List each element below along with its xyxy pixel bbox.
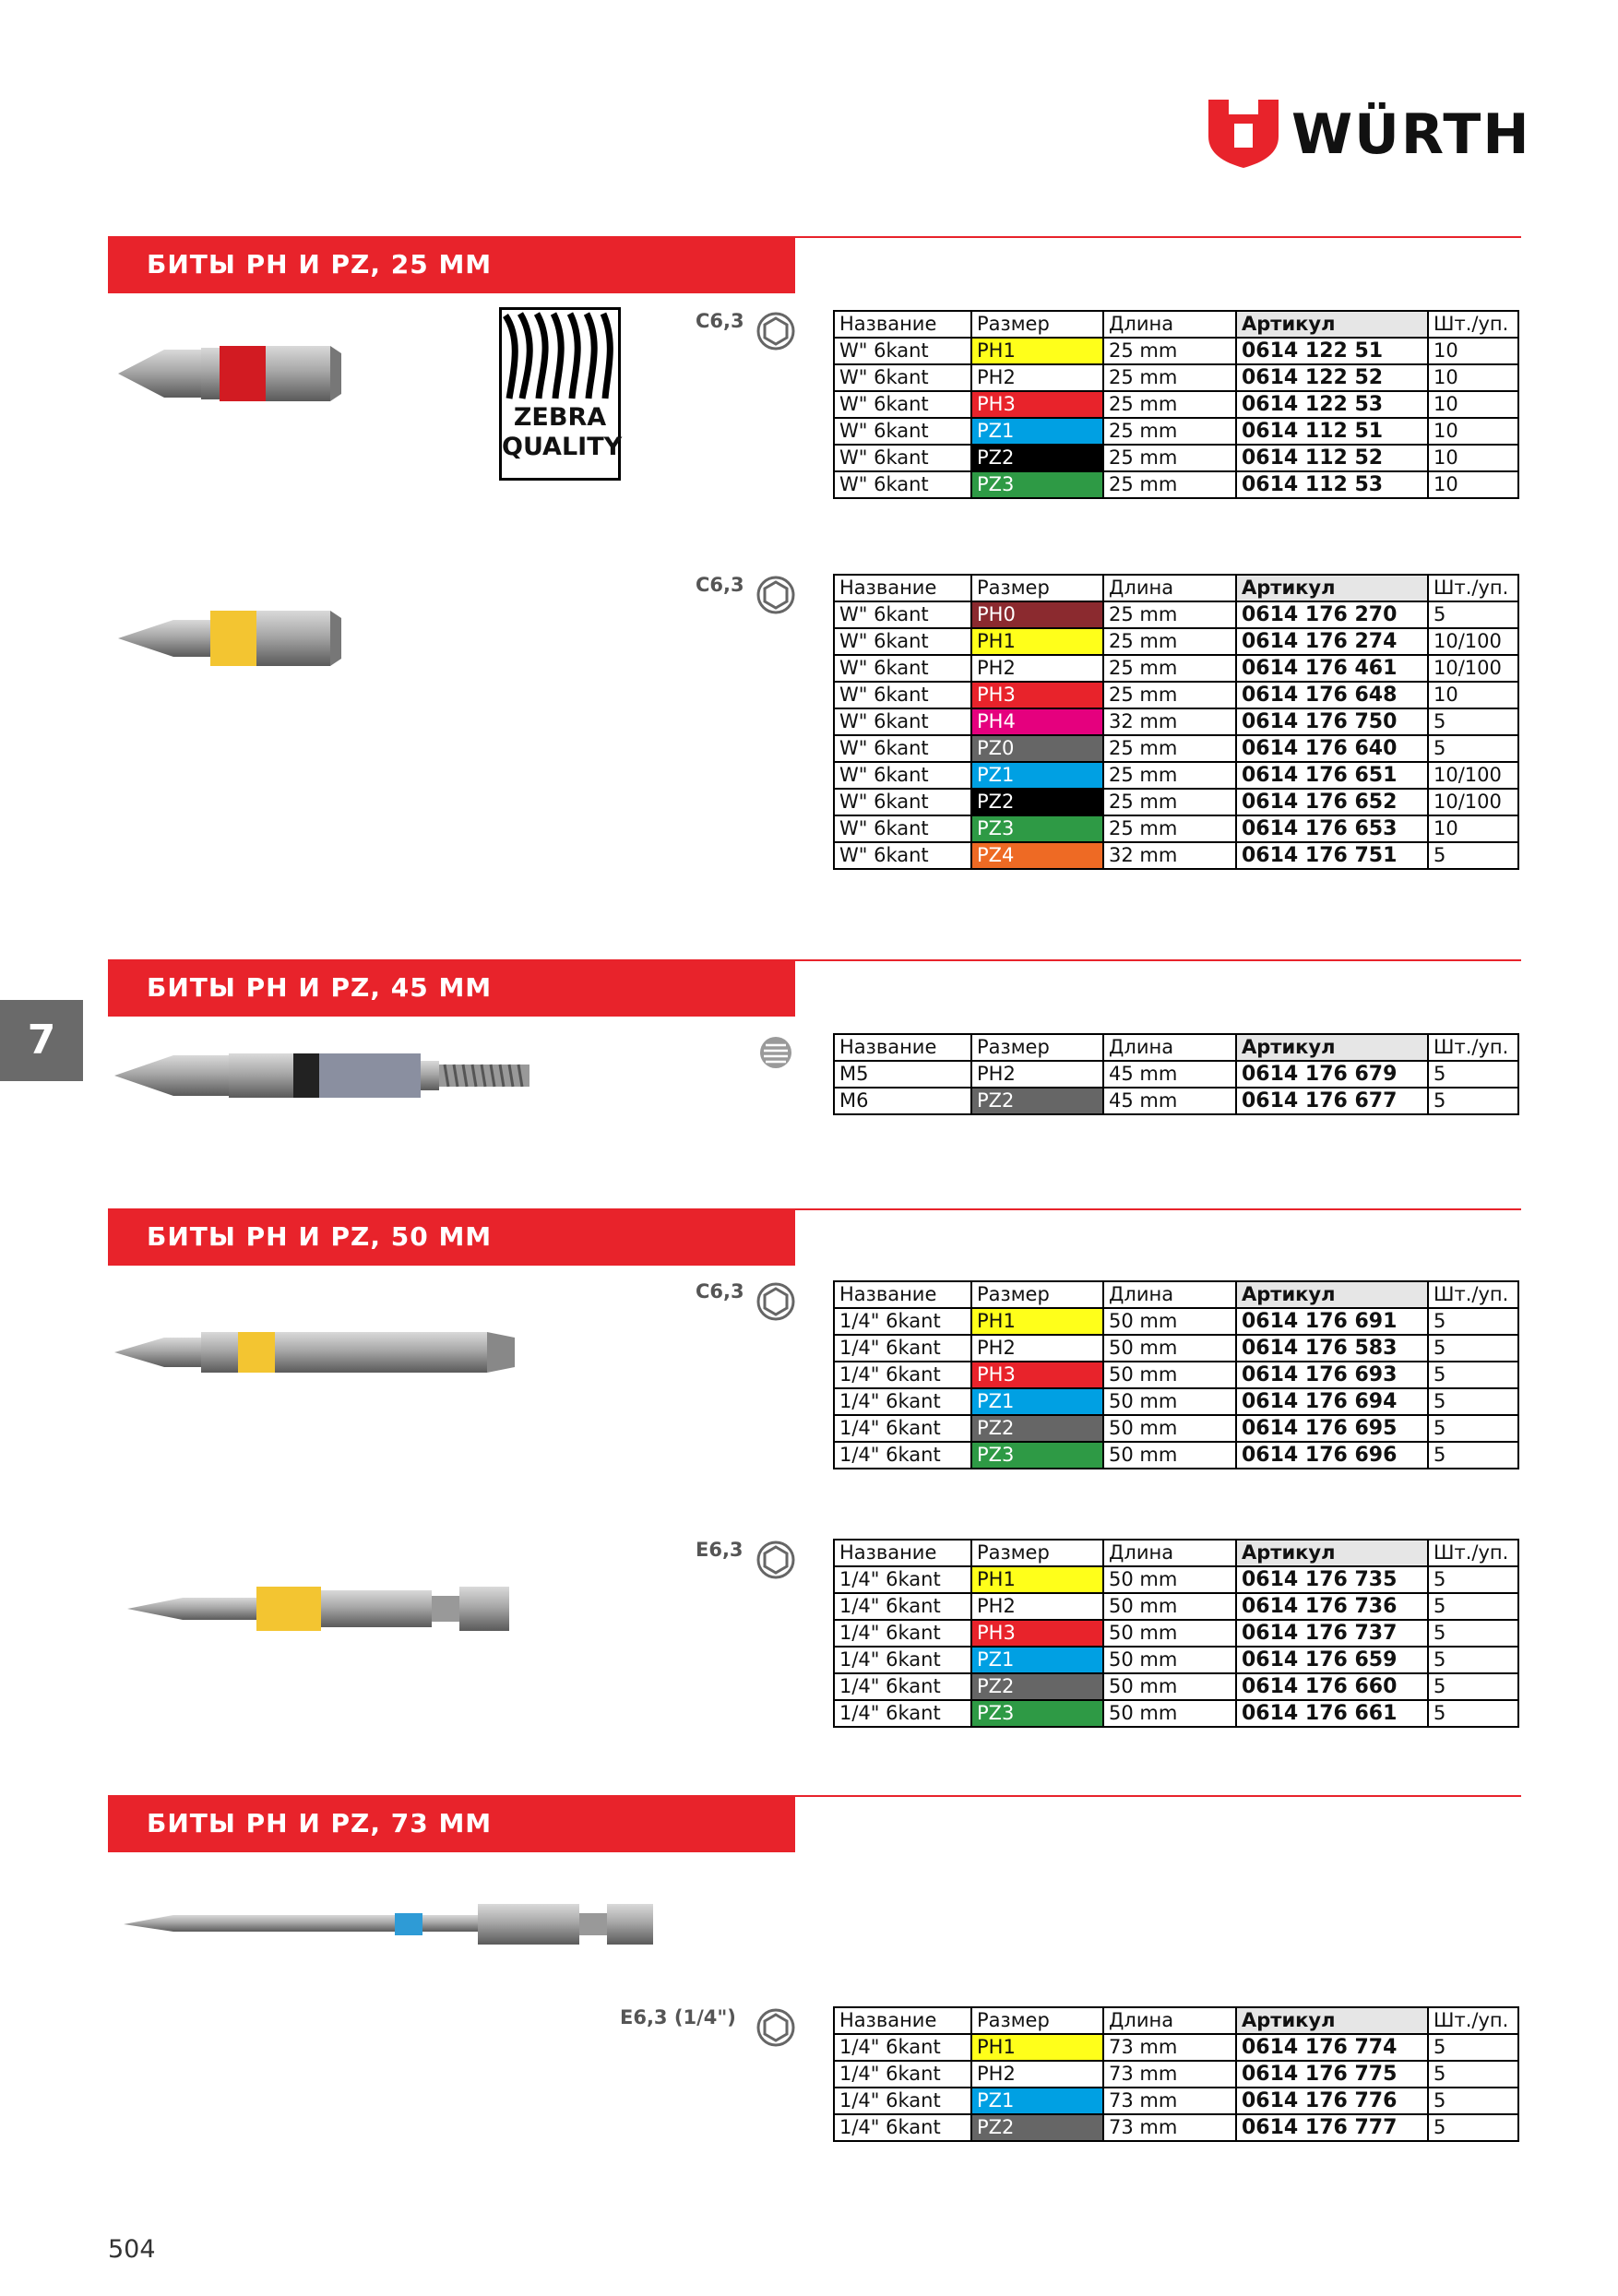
table-row (834, 418, 1518, 445)
column-header-article: Артикул (1236, 1281, 1428, 1308)
cell-article: 0614 122 52 (1236, 364, 1428, 391)
cell-size: PH2 (971, 1335, 1103, 1362)
column-header-name: Название (834, 1540, 971, 1566)
shank-label: E6,3 (1/4") (620, 2006, 736, 2028)
cell-article: 0614 176 735 (1236, 1566, 1428, 1593)
shank-label: C6,3 (696, 1280, 744, 1303)
table-row (834, 708, 1518, 735)
column-header-length: Длина (1103, 575, 1236, 601)
cell-size: PH3 (971, 391, 1103, 418)
cell-length: 50 mm (1103, 1566, 1236, 1593)
shank-label: C6,3 (696, 574, 744, 596)
cell-article: 0614 176 583 (1236, 1335, 1428, 1362)
product-table (833, 1033, 1519, 1115)
cell-size: PH0 (971, 601, 1103, 628)
cell-size: PH2 (971, 1061, 1103, 1088)
table-header-row (834, 1540, 1518, 1566)
table-header-row (834, 1034, 1518, 1061)
column-header-name: Название (834, 1034, 971, 1061)
cell-size: PZ2 (971, 2114, 1103, 2141)
cell-article: 0614 122 51 (1236, 338, 1428, 364)
cell-article: 0614 176 679 (1236, 1061, 1428, 1088)
cell-name: 1/4" 6kant (834, 1388, 971, 1415)
cell-name: 1/4" 6kant (834, 1620, 971, 1647)
cell-length: 73 mm (1103, 2034, 1236, 2061)
table-row (834, 1415, 1518, 1442)
cell-pack: 10 (1428, 682, 1518, 708)
cell-pack: 10 (1428, 364, 1518, 391)
table-header-row (834, 1281, 1518, 1308)
section-rule (795, 236, 1521, 238)
cell-article: 0614 176 775 (1236, 2061, 1428, 2088)
column-header-size: Размер (971, 575, 1103, 601)
cell-name: W" 6kant (834, 418, 971, 445)
cell-length: 25 mm (1103, 655, 1236, 682)
cell-name: 1/4" 6kant (834, 1700, 971, 1727)
cell-length: 25 mm (1103, 815, 1236, 842)
brand-logo (1208, 100, 1531, 170)
product-table (833, 1280, 1519, 1469)
cell-name: W" 6kant (834, 391, 971, 418)
cell-size: PZ3 (971, 1700, 1103, 1727)
cell-length: 25 mm (1103, 628, 1236, 655)
cell-name: W" 6kant (834, 601, 971, 628)
cell-article: 0614 176 648 (1236, 682, 1428, 708)
table-row (834, 364, 1518, 391)
table-row (834, 1088, 1518, 1114)
table-row (834, 2034, 1518, 2061)
section-title: БИТЫ PH И PZ, 73 MM (108, 1795, 795, 1852)
cell-article: 0614 176 274 (1236, 628, 1428, 655)
table-header-row (834, 311, 1518, 338)
cell-size: PZ1 (971, 762, 1103, 789)
chapter-tab[interactable]: 7 (0, 1000, 83, 1081)
table-row (834, 445, 1518, 471)
cell-length: 25 mm (1103, 338, 1236, 364)
product-table (833, 310, 1519, 499)
thread-icon (758, 1035, 793, 1070)
cell-name: M5 (834, 1061, 971, 1088)
cell-name: 1/4" 6kant (834, 2088, 971, 2114)
cell-length: 73 mm (1103, 2114, 1236, 2141)
section-header (108, 959, 1521, 1017)
column-header-article: Артикул (1236, 575, 1428, 601)
bit-image-50mm-c63 (109, 1301, 524, 1402)
bit-image-50mm-e63 (109, 1559, 542, 1660)
cell-length: 25 mm (1103, 471, 1236, 498)
cell-article: 0614 176 660 (1236, 1673, 1428, 1700)
cell-pack: 5 (1428, 1362, 1518, 1388)
cell-name: 1/4" 6kant (834, 1415, 971, 1442)
table-row (834, 1388, 1518, 1415)
cell-size: PZ1 (971, 1647, 1103, 1673)
cell-length: 25 mm (1103, 391, 1236, 418)
hexagon-icon (756, 312, 795, 351)
cell-pack: 5 (1428, 2114, 1518, 2141)
cell-length: 50 mm (1103, 1335, 1236, 1362)
column-header-pack: Шт./уп. (1428, 2007, 1518, 2034)
cell-size: PH1 (971, 1566, 1103, 1593)
column-header-name: Название (834, 2007, 971, 2034)
table-row (834, 2114, 1518, 2141)
section-title: БИТЫ PH И PZ, 45 MM (108, 959, 795, 1017)
cell-size: PZ3 (971, 1442, 1103, 1469)
cell-article: 0614 176 652 (1236, 789, 1428, 815)
cell-length: 25 mm (1103, 735, 1236, 762)
cell-article: 0614 112 51 (1236, 418, 1428, 445)
section-rule (795, 959, 1521, 961)
cell-size: PH3 (971, 1362, 1103, 1388)
cell-pack: 5 (1428, 1415, 1518, 1442)
cell-size: PH1 (971, 1308, 1103, 1335)
cell-size: PH3 (971, 682, 1103, 708)
cell-size: PZ3 (971, 815, 1103, 842)
cell-name: W" 6kant (834, 364, 971, 391)
table-row (834, 682, 1518, 708)
cell-size: PZ2 (971, 1088, 1103, 1114)
cell-name: W" 6kant (834, 815, 971, 842)
cell-article: 0614 176 750 (1236, 708, 1428, 735)
section-rule (795, 1208, 1521, 1210)
table-row (834, 601, 1518, 628)
table-row (834, 2061, 1518, 2088)
column-header-pack: Шт./уп. (1428, 1540, 1518, 1566)
table-row (834, 1335, 1518, 1362)
page-number: 504 (108, 2235, 156, 2264)
shank-label: E6,3 (696, 1539, 744, 1561)
section-header (108, 236, 1521, 293)
cell-pack: 10/100 (1428, 789, 1518, 815)
product-table (833, 574, 1519, 870)
column-header-article: Артикул (1236, 1034, 1428, 1061)
cell-pack: 5 (1428, 1442, 1518, 1469)
cell-pack: 5 (1428, 1647, 1518, 1673)
cell-size: PZ0 (971, 735, 1103, 762)
section-header (108, 1208, 1521, 1266)
cell-length: 32 mm (1103, 842, 1236, 869)
cell-length: 25 mm (1103, 601, 1236, 628)
cell-name: W" 6kant (834, 471, 971, 498)
cell-article: 0614 176 737 (1236, 1620, 1428, 1647)
cell-name: 1/4" 6kant (834, 1593, 971, 1620)
column-header-name: Название (834, 311, 971, 338)
cell-size: PH3 (971, 1620, 1103, 1647)
column-header-article: Артикул (1236, 311, 1428, 338)
cell-name: 1/4" 6kant (834, 1362, 971, 1388)
table-row (834, 1593, 1518, 1620)
cell-pack: 5 (1428, 1593, 1518, 1620)
table-row (834, 628, 1518, 655)
table-row (834, 842, 1518, 869)
bit-image-45mm-threaded (109, 1022, 552, 1133)
cell-article: 0614 176 640 (1236, 735, 1428, 762)
cell-length: 50 mm (1103, 1593, 1236, 1620)
cell-pack: 10 (1428, 471, 1518, 498)
table-row (834, 471, 1518, 498)
cell-pack: 5 (1428, 601, 1518, 628)
hexagon-icon (756, 1541, 795, 1579)
cell-pack: 5 (1428, 1335, 1518, 1362)
cell-pack: 5 (1428, 1620, 1518, 1647)
brand-name: WÜRTH (1291, 102, 1531, 167)
table-row (834, 2088, 1518, 2114)
cell-name: W" 6kant (834, 628, 971, 655)
cell-article: 0614 176 696 (1236, 1442, 1428, 1469)
cell-length: 25 mm (1103, 364, 1236, 391)
cell-size: PZ2 (971, 445, 1103, 471)
bit-image-73mm (109, 1873, 699, 1974)
cell-name: 1/4" 6kant (834, 1647, 971, 1673)
cell-pack: 10 (1428, 338, 1518, 364)
table-row (834, 1647, 1518, 1673)
section-title: БИТЫ PH И PZ, 25 MM (108, 236, 795, 293)
column-header-article: Артикул (1236, 2007, 1428, 2034)
section-title: БИТЫ PH И PZ, 50 MM (108, 1208, 795, 1266)
cell-size: PH2 (971, 655, 1103, 682)
cell-length: 50 mm (1103, 1442, 1236, 1469)
table-row (834, 762, 1518, 789)
cell-article: 0614 176 751 (1236, 842, 1428, 869)
cell-article: 0614 176 661 (1236, 1700, 1428, 1727)
table-row (834, 789, 1518, 815)
cell-size: PH2 (971, 1593, 1103, 1620)
cell-name: M6 (834, 1088, 971, 1114)
product-table (833, 1539, 1519, 1728)
cell-pack: 5 (1428, 708, 1518, 735)
section-header (108, 1795, 1521, 1852)
cell-pack: 5 (1428, 842, 1518, 869)
cell-length: 50 mm (1103, 1620, 1236, 1647)
column-header-size: Размер (971, 1034, 1103, 1061)
column-header-length: Длина (1103, 311, 1236, 338)
cell-size: PZ3 (971, 471, 1103, 498)
cell-article: 0614 176 653 (1236, 815, 1428, 842)
column-header-length: Длина (1103, 2007, 1236, 2034)
cell-size: PH1 (971, 2034, 1103, 2061)
cell-pack: 5 (1428, 1088, 1518, 1114)
zebra-stripes-icon (502, 310, 618, 402)
column-header-article: Артикул (1236, 1540, 1428, 1566)
cell-name: W" 6kant (834, 842, 971, 869)
cell-length: 25 mm (1103, 445, 1236, 471)
cell-name: 1/4" 6kant (834, 1673, 971, 1700)
table-row (834, 338, 1518, 364)
cell-pack: 10 (1428, 815, 1518, 842)
cell-name: W" 6kant (834, 789, 971, 815)
shank-label: C6,3 (696, 310, 744, 332)
cell-length: 50 mm (1103, 1362, 1236, 1388)
cell-article: 0614 176 695 (1236, 1415, 1428, 1442)
cell-article: 0614 176 774 (1236, 2034, 1428, 2061)
cell-length: 50 mm (1103, 1647, 1236, 1673)
cell-pack: 5 (1428, 1061, 1518, 1088)
column-header-length: Длина (1103, 1034, 1236, 1061)
table-row (834, 1442, 1518, 1469)
cell-name: W" 6kant (834, 762, 971, 789)
cell-article: 0614 176 461 (1236, 655, 1428, 682)
column-header-size: Размер (971, 1540, 1103, 1566)
cell-article: 0614 176 677 (1236, 1088, 1428, 1114)
table-row (834, 1673, 1518, 1700)
cell-pack: 5 (1428, 1673, 1518, 1700)
cell-pack: 10 (1428, 445, 1518, 471)
column-header-pack: Шт./уп. (1428, 1034, 1518, 1061)
cell-name: W" 6kant (834, 338, 971, 364)
zebra-line1: ZEBRA (513, 403, 607, 432)
cell-article: 0614 176 659 (1236, 1647, 1428, 1673)
cell-size: PZ1 (971, 1388, 1103, 1415)
cell-name: 1/4" 6kant (834, 1442, 971, 1469)
table-row (834, 1308, 1518, 1335)
cell-pack: 10/100 (1428, 655, 1518, 682)
cell-length: 50 mm (1103, 1673, 1236, 1700)
hexagon-icon (756, 2008, 795, 2047)
column-header-pack: Шт./уп. (1428, 311, 1518, 338)
column-header-pack: Шт./уп. (1428, 1281, 1518, 1308)
cell-pack: 10/100 (1428, 762, 1518, 789)
table-row (834, 735, 1518, 762)
cell-length: 73 mm (1103, 2061, 1236, 2088)
cell-length: 50 mm (1103, 1308, 1236, 1335)
cell-size: PZ1 (971, 2088, 1103, 2114)
column-header-pack: Шт./уп. (1428, 575, 1518, 601)
cell-size: PZ2 (971, 1415, 1103, 1442)
column-header-size: Размер (971, 2007, 1103, 2034)
cell-name: 1/4" 6kant (834, 2061, 971, 2088)
cell-name: W" 6kant (834, 655, 971, 682)
bit-image-ph-25mm-red (109, 309, 376, 438)
cell-size: PH2 (971, 364, 1103, 391)
zebra-quality-badge (499, 307, 621, 481)
cell-pack: 5 (1428, 1700, 1518, 1727)
cell-pack: 5 (1428, 2061, 1518, 2088)
hexagon-icon (756, 1282, 795, 1321)
cell-length: 50 mm (1103, 1415, 1236, 1442)
table-row (834, 1362, 1518, 1388)
table-row (834, 655, 1518, 682)
cell-size: PH2 (971, 2061, 1103, 2088)
cell-article: 0614 122 53 (1236, 391, 1428, 418)
table-row (834, 1566, 1518, 1593)
cell-name: 1/4" 6kant (834, 1335, 971, 1362)
column-header-length: Длина (1103, 1540, 1236, 1566)
cell-name: 1/4" 6kant (834, 2034, 971, 2061)
cell-article: 0614 176 777 (1236, 2114, 1428, 2141)
cell-name: 1/4" 6kant (834, 2114, 971, 2141)
cell-article: 0614 112 53 (1236, 471, 1428, 498)
wurth-emblem-icon (1208, 100, 1279, 168)
cell-pack: 10 (1428, 418, 1518, 445)
cell-pack: 5 (1428, 1308, 1518, 1335)
cell-size: PZ2 (971, 789, 1103, 815)
zebra-line2: QUALITY (502, 433, 623, 461)
product-table (833, 2006, 1519, 2142)
cell-article: 0614 176 694 (1236, 1388, 1428, 1415)
cell-pack: 5 (1428, 1566, 1518, 1593)
cell-name: W" 6kant (834, 682, 971, 708)
table-header-row (834, 2007, 1518, 2034)
cell-length: 25 mm (1103, 762, 1236, 789)
cell-pack: 5 (1428, 735, 1518, 762)
cell-length: 32 mm (1103, 708, 1236, 735)
cell-length: 25 mm (1103, 789, 1236, 815)
cell-size: PZ2 (971, 1673, 1103, 1700)
cell-article: 0614 176 691 (1236, 1308, 1428, 1335)
table-row (834, 391, 1518, 418)
table-row (834, 1620, 1518, 1647)
cell-article: 0614 176 651 (1236, 762, 1428, 789)
cell-size: PZ4 (971, 842, 1103, 869)
column-header-name: Название (834, 575, 971, 601)
cell-length: 45 mm (1103, 1088, 1236, 1114)
cell-article: 0614 112 52 (1236, 445, 1428, 471)
cell-name: W" 6kant (834, 708, 971, 735)
cell-pack: 10 (1428, 391, 1518, 418)
cell-name: 1/4" 6kant (834, 1566, 971, 1593)
table-row (834, 815, 1518, 842)
table-row (834, 1061, 1518, 1088)
cell-length: 73 mm (1103, 2088, 1236, 2114)
column-header-size: Размер (971, 311, 1103, 338)
cell-pack: 5 (1428, 1388, 1518, 1415)
cell-size: PH4 (971, 708, 1103, 735)
cell-name: W" 6kant (834, 445, 971, 471)
cell-size: PH1 (971, 338, 1103, 364)
cell-name: W" 6kant (834, 735, 971, 762)
cell-length: 25 mm (1103, 682, 1236, 708)
cell-pack: 10/100 (1428, 628, 1518, 655)
column-header-length: Длина (1103, 1281, 1236, 1308)
cell-name: 1/4" 6kant (834, 1308, 971, 1335)
table-row (834, 1700, 1518, 1727)
cell-size: PZ1 (971, 418, 1103, 445)
column-header-name: Название (834, 1281, 971, 1308)
column-header-size: Размер (971, 1281, 1103, 1308)
cell-length: 25 mm (1103, 418, 1236, 445)
cell-length: 45 mm (1103, 1061, 1236, 1088)
cell-length: 50 mm (1103, 1388, 1236, 1415)
cell-article: 0614 176 693 (1236, 1362, 1428, 1388)
cell-pack: 5 (1428, 2088, 1518, 2114)
table-header-row (834, 575, 1518, 601)
hexagon-icon (756, 576, 795, 614)
cell-pack: 5 (1428, 2034, 1518, 2061)
section-rule (795, 1795, 1521, 1797)
cell-size: PH1 (971, 628, 1103, 655)
cell-article: 0614 176 270 (1236, 601, 1428, 628)
cell-article: 0614 176 776 (1236, 2088, 1428, 2114)
cell-article: 0614 176 736 (1236, 1593, 1428, 1620)
cell-length: 50 mm (1103, 1700, 1236, 1727)
bit-image-ph-25mm-yellow (109, 574, 376, 703)
